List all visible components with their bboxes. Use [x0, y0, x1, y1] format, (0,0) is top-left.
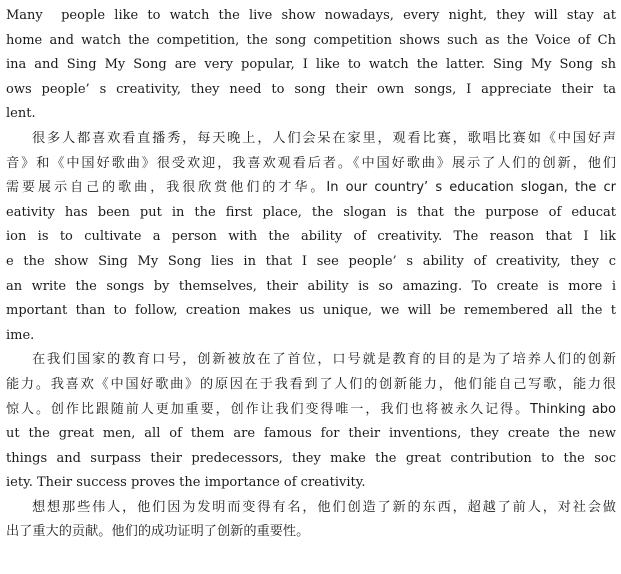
text-line: Many people like to watch the live show nowadays, every night, they will stay at — [6, 8, 616, 23]
text-line: e the show Sing My Song lies in that I see people’ s ability of creativity, they c — [6, 253, 616, 269]
text-line: things and surpass their predecessors, they make the great contribution to the soc — [6, 450, 616, 466]
document-body — [6, 4, 616, 545]
text-line: mportant than to follow, creation makes us unique, we will be remembered all the t — [6, 303, 616, 319]
text-line: 惊人。创作比跟随前人更加重要，创作让我们变得唯一，我们也将被永久记得。Thinking abo — [6, 401, 616, 417]
text-line: ows people’ s creativity, they need to song their own songs, I appreciate their ta — [6, 81, 616, 97]
text-line: 能力。我喜欢《中国好歌曲》的原因在于我看到了人们的创新能力，他们能自己写歌，能力很 — [6, 376, 616, 392]
text-line: ime. — [6, 327, 35, 343]
text-line: an write the songs by themselves, their ability is so amazing. To create is more i — [6, 278, 616, 294]
paragraph-3 — [6, 348, 616, 496]
text-line: 想想那些伟人，他们因为发明而变得有名，他们创造了新的东西，超越了前人，对社会做 — [32, 499, 616, 515]
text-line: 在我们国家的教育口号，创新被放在了首位，口号就是教育的目的是为了培养人们的创新 — [32, 352, 616, 368]
text-line: 需要展示自己的歌曲，我很欣赏他们的才华。In our country’ s education slogan, the cr — [6, 180, 616, 196]
paragraph-4 — [6, 496, 616, 545]
text-line: eativity has been put in the first place, the slogan is that the purpose of educat — [6, 204, 616, 220]
paragraph-1 — [6, 4, 616, 127]
text-line: iety. Their success proves the importance of creativity. — [6, 475, 366, 491]
text-line: 音》和《中国好歌曲》很受欢迎，我喜欢观看后者。《中国好歌曲》展示了人们的创新，他们 — [6, 155, 616, 171]
paragraph-2 — [6, 127, 616, 348]
text-line: ion is to cultivate a person with the ability of creativity. The reason that I lik — [6, 229, 616, 245]
text-line: 出了重大的贡献。他们的成功证明了创新的重要性。 — [6, 524, 310, 540]
text-line: lent. — [6, 106, 36, 122]
text-line: ut the great men, all of them are famous for their inventions, they create the new — [6, 426, 616, 442]
text-line: 很多人都喜欢看直播秀，每天晚上，人们会呆在家里，观看比赛，歌唱比赛如《中国好声 — [32, 130, 616, 146]
text-line: ina and Sing My Song are very popular, I like to watch the latter. Sing My Song sh — [6, 57, 616, 73]
text-line: home and watch the competition, the song competition shows such as the Voice of Ch — [6, 32, 616, 48]
